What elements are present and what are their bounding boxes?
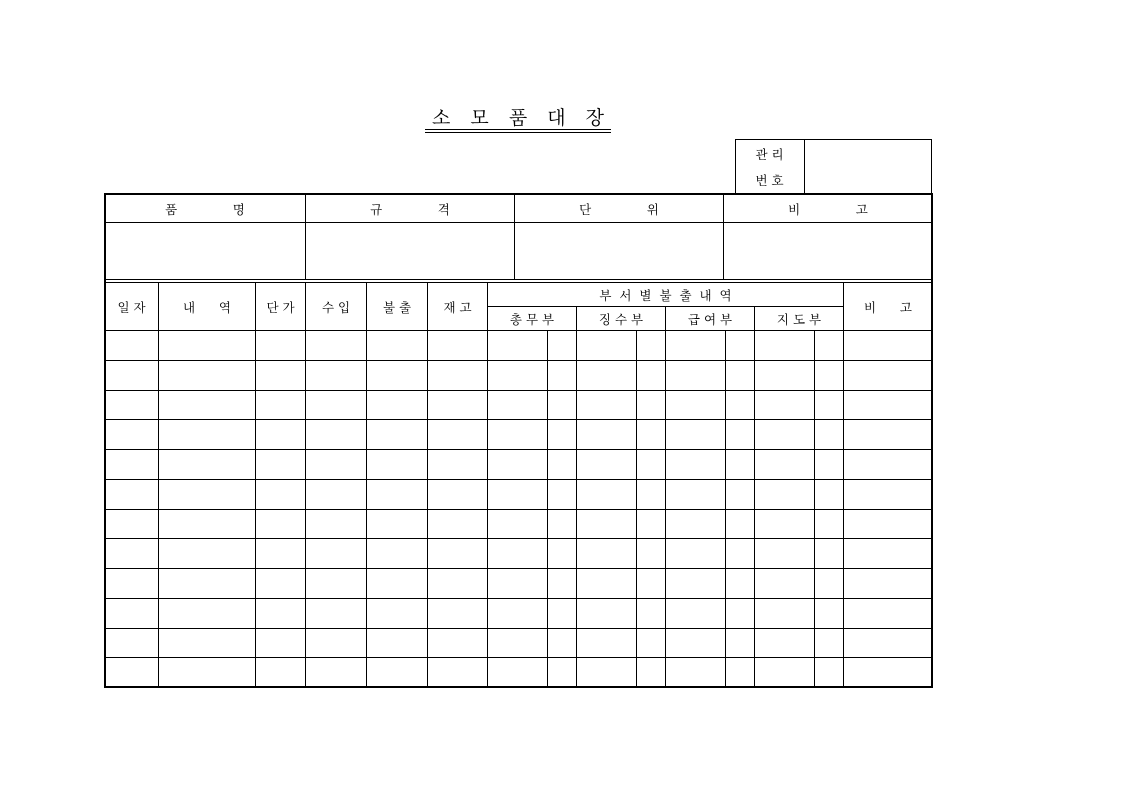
col-issue: 불 출: [382, 299, 412, 315]
col-dept-guidance: 지 도 부: [776, 311, 822, 327]
col-dept-group: 부 서 별 불 출 내 역: [599, 287, 732, 303]
header-unit: 단 위: [579, 201, 659, 217]
col-dept-payroll: 급 여 부: [687, 311, 733, 327]
col-remarks: 비 고: [864, 299, 912, 315]
col-stock: 재 고: [443, 299, 472, 315]
page-title: 소 모 품 대 장: [432, 107, 604, 129]
col-description: 내 역: [183, 299, 231, 315]
col-date: 일 자: [117, 299, 146, 315]
header-specification: 규 격: [370, 201, 450, 217]
header-remarks: 비 고: [788, 201, 868, 217]
col-dept-general-affairs: 총 무 부: [509, 311, 555, 327]
management-label-line2: 번 호: [755, 173, 784, 188]
col-dept-collection: 징 수 부: [598, 311, 644, 327]
col-receipt: 수 입: [321, 299, 351, 315]
management-label-line1: 관 리: [755, 147, 784, 162]
header-product-name: 품 명: [165, 201, 245, 217]
col-unit-price: 단 가: [266, 299, 295, 315]
